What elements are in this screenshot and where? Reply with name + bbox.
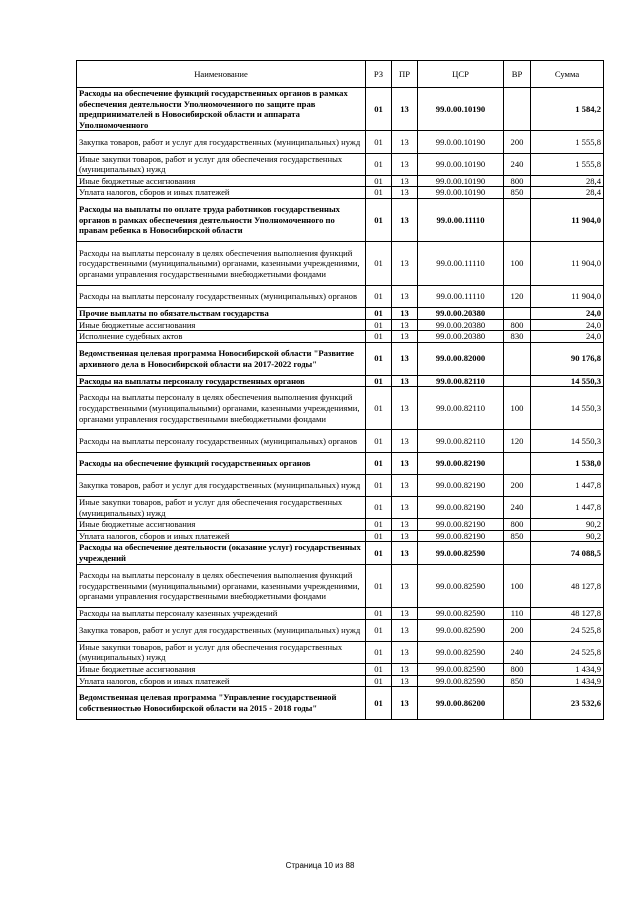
row-pr-cell: 13: [392, 542, 418, 564]
row-csr-cell: 99.0.00.82110: [418, 375, 504, 387]
row-csr-cell: 99.0.00.20380: [418, 331, 504, 343]
row-sum-cell: 24,0: [531, 319, 604, 331]
row-pr-cell: 13: [392, 153, 418, 175]
header-rz: РЗ: [366, 61, 392, 88]
row-csr-cell: 99.0.00.82190: [418, 452, 504, 474]
row-vr-cell: 100: [504, 242, 531, 285]
table-header-row: [77, 61, 604, 88]
row-vr-cell: 200: [504, 619, 531, 641]
row-rz-cell: 01: [366, 319, 392, 331]
row-vr-cell: 800: [504, 319, 531, 331]
row-name-cell: Иные закупки товаров, работ и услуг для обеспечения государственных (муниципальных) нужд: [77, 641, 366, 663]
row-sum-cell: 11 904,0: [531, 198, 604, 241]
row-rz-cell: 01: [366, 242, 392, 285]
row-pr-cell: 13: [392, 452, 418, 474]
row-rz-cell: 01: [366, 187, 392, 199]
row-rz-cell: 01: [366, 307, 392, 319]
row-rz-cell: 01: [366, 88, 392, 131]
row-rz-cell: 01: [366, 175, 392, 187]
row-csr-cell: 99.0.00.82590: [418, 619, 504, 641]
row-vr-cell: [504, 198, 531, 241]
row-vr-cell: [504, 307, 531, 319]
row-rz-cell: 01: [366, 285, 392, 307]
row-vr-cell: [504, 687, 531, 720]
header-pr: ПР: [392, 61, 418, 88]
table-row: [77, 641, 604, 663]
table-row: [77, 497, 604, 519]
table-row: [77, 675, 604, 687]
row-name-cell: Ведомственная целевая программа Новосибирской области "Развитие архивного дела в Новосибирской области на 2017-2022 годы": [77, 342, 366, 375]
row-name-cell: Уплата налогов, сборов и иных платежей: [77, 675, 366, 687]
row-vr-cell: 240: [504, 153, 531, 175]
row-name-cell: Расходы на выплаты персоналу в целях обеспечения выполнения функций государственными (муниципальными) органами, казенными учреждениями, органами управления государственными внебюджетными фондами: [77, 242, 366, 285]
table-row: [77, 619, 604, 641]
table-row: [77, 307, 604, 319]
row-rz-cell: 01: [366, 519, 392, 531]
row-rz-cell: 01: [366, 641, 392, 663]
row-name-cell: Иные бюджетные ассигнования: [77, 519, 366, 531]
row-csr-cell: 99.0.00.10190: [418, 153, 504, 175]
row-csr-cell: 99.0.00.82110: [418, 430, 504, 452]
row-vr-cell: 800: [504, 175, 531, 187]
row-pr-cell: 13: [392, 187, 418, 199]
row-pr-cell: 13: [392, 474, 418, 496]
row-sum-cell: 28,4: [531, 187, 604, 199]
row-csr-cell: 99.0.00.82590: [418, 564, 504, 607]
row-pr-cell: 13: [392, 319, 418, 331]
row-vr-cell: 120: [504, 285, 531, 307]
row-pr-cell: 13: [392, 131, 418, 153]
row-sum-cell: 1 447,8: [531, 474, 604, 496]
row-csr-cell: 99.0.00.20380: [418, 307, 504, 319]
row-sum-cell: 1 434,9: [531, 663, 604, 675]
row-vr-cell: 850: [504, 675, 531, 687]
row-name-cell: Расходы на выплаты персоналу государственных (муниципальных) органов: [77, 430, 366, 452]
table-row: [77, 542, 604, 564]
row-sum-cell: 28,4: [531, 175, 604, 187]
row-pr-cell: 13: [392, 663, 418, 675]
row-pr-cell: 13: [392, 242, 418, 285]
row-vr-cell: [504, 342, 531, 375]
table-row: [77, 88, 604, 131]
row-vr-cell: 830: [504, 331, 531, 343]
row-rz-cell: 01: [366, 687, 392, 720]
row-name-cell: Иные бюджетные ассигнования: [77, 663, 366, 675]
row-vr-cell: [504, 542, 531, 564]
row-csr-cell: 99.0.00.82190: [418, 497, 504, 519]
row-name-cell: Расходы на обеспечение функций государственных органов в рамках обеспечения деятельности Уполномоченного по защите прав предпринимателей в Новосибирской области и аппарата Уполномоченного: [77, 88, 366, 131]
row-rz-cell: 01: [366, 198, 392, 241]
row-pr-cell: 13: [392, 342, 418, 375]
table-row: [77, 452, 604, 474]
row-rz-cell: 01: [366, 387, 392, 430]
row-sum-cell: 1 538,0: [531, 452, 604, 474]
row-name-cell: Уплата налогов, сборов и иных платежей: [77, 530, 366, 542]
header-vr: ВР: [504, 61, 531, 88]
table-row: [77, 342, 604, 375]
row-rz-cell: 01: [366, 375, 392, 387]
row-pr-cell: 13: [392, 175, 418, 187]
row-pr-cell: 13: [392, 497, 418, 519]
row-rz-cell: 01: [366, 663, 392, 675]
row-vr-cell: 850: [504, 187, 531, 199]
row-sum-cell: 14 550,3: [531, 375, 604, 387]
table-row: [77, 242, 604, 285]
table-row: [77, 153, 604, 175]
row-pr-cell: 13: [392, 687, 418, 720]
row-sum-cell: 1 584,2: [531, 88, 604, 131]
table-row: [77, 564, 604, 607]
row-pr-cell: 13: [392, 331, 418, 343]
table-row: [77, 387, 604, 430]
table-row: [77, 375, 604, 387]
row-csr-cell: 99.0.00.10190: [418, 175, 504, 187]
table-row: [77, 131, 604, 153]
table-row: [77, 530, 604, 542]
row-name-cell: Расходы на обеспечение функций государственных органов: [77, 452, 366, 474]
row-pr-cell: 13: [392, 564, 418, 607]
row-rz-cell: 01: [366, 675, 392, 687]
row-rz-cell: 01: [366, 564, 392, 607]
header-csr: ЦСР: [418, 61, 504, 88]
row-name-cell: Расходы на выплаты персоналу государственных (муниципальных) органов: [77, 285, 366, 307]
row-vr-cell: 200: [504, 131, 531, 153]
row-vr-cell: [504, 375, 531, 387]
table-row: [77, 519, 604, 531]
row-pr-cell: 13: [392, 387, 418, 430]
row-sum-cell: 14 550,3: [531, 387, 604, 430]
row-csr-cell: 99.0.00.82000: [418, 342, 504, 375]
row-sum-cell: 24,0: [531, 331, 604, 343]
row-name-cell: Расходы на выплаты персоналу в целях обеспечения выполнения функций государственными (муниципальными) органами, казенными учреждениями, органами управления государственными внебюджетными фондами: [77, 564, 366, 607]
row-csr-cell: 99.0.00.82590: [418, 641, 504, 663]
row-vr-cell: 100: [504, 564, 531, 607]
row-pr-cell: 13: [392, 641, 418, 663]
table-row: [77, 187, 604, 199]
table-row: [77, 175, 604, 187]
row-name-cell: Уплата налогов, сборов и иных платежей: [77, 187, 366, 199]
row-name-cell: Иные бюджетные ассигнования: [77, 175, 366, 187]
row-sum-cell: 74 088,5: [531, 542, 604, 564]
table-row: [77, 331, 604, 343]
row-sum-cell: 11 904,0: [531, 242, 604, 285]
row-sum-cell: 48 127,8: [531, 608, 604, 620]
row-name-cell: Иные бюджетные ассигнования: [77, 319, 366, 331]
row-rz-cell: 01: [366, 331, 392, 343]
row-name-cell: Расходы на выплаты по оплате труда работников государственных органов в рамках обеспечения деятельности Уполномоченного по правам ребенка в Новосибирской области: [77, 198, 366, 241]
page-footer: Страница 10 из 88: [285, 861, 355, 870]
row-pr-cell: 13: [392, 619, 418, 641]
row-sum-cell: 1 434,9: [531, 675, 604, 687]
row-rz-cell: 01: [366, 342, 392, 375]
row-rz-cell: 01: [366, 608, 392, 620]
row-name-cell: Ведомственная целевая программа "Управление государственной собственностью Новосибирской области на 2015 - 2018 годы": [77, 687, 366, 720]
table-row: [77, 430, 604, 452]
row-sum-cell: 90,2: [531, 530, 604, 542]
row-csr-cell: 99.0.00.82190: [418, 530, 504, 542]
row-pr-cell: 13: [392, 530, 418, 542]
row-pr-cell: 13: [392, 430, 418, 452]
row-sum-cell: 23 532,6: [531, 687, 604, 720]
row-sum-cell: 11 904,0: [531, 285, 604, 307]
row-pr-cell: 13: [392, 375, 418, 387]
row-name-cell: Исполнение судебных актов: [77, 331, 366, 343]
row-rz-cell: 01: [366, 153, 392, 175]
row-sum-cell: 1 555,8: [531, 131, 604, 153]
row-rz-cell: 01: [366, 530, 392, 542]
row-name-cell: Прочие выплаты по обязательствам государства: [77, 307, 366, 319]
row-csr-cell: 99.0.00.82190: [418, 519, 504, 531]
row-rz-cell: 01: [366, 131, 392, 153]
row-sum-cell: 90 176,8: [531, 342, 604, 375]
table-row: [77, 474, 604, 496]
row-vr-cell: 100: [504, 387, 531, 430]
row-rz-cell: 01: [366, 430, 392, 452]
row-csr-cell: 99.0.00.10190: [418, 131, 504, 153]
row-name-cell: Расходы на выплаты персоналу казенных учреждений: [77, 608, 366, 620]
row-vr-cell: 800: [504, 663, 531, 675]
header-sum: Сумма: [531, 61, 604, 88]
row-csr-cell: 99.0.00.82590: [418, 608, 504, 620]
row-csr-cell: 99.0.00.82590: [418, 663, 504, 675]
row-csr-cell: 99.0.00.82190: [418, 474, 504, 496]
row-name-cell: Иные закупки товаров, работ и услуг для обеспечения государственных (муниципальных) нужд: [77, 497, 366, 519]
row-sum-cell: 1 555,8: [531, 153, 604, 175]
table-row: [77, 285, 604, 307]
row-vr-cell: 120: [504, 430, 531, 452]
row-csr-cell: 99.0.00.10190: [418, 88, 504, 131]
row-csr-cell: 99.0.00.11110: [418, 242, 504, 285]
row-sum-cell: 24 525,8: [531, 641, 604, 663]
row-rz-cell: 01: [366, 452, 392, 474]
row-vr-cell: 800: [504, 519, 531, 531]
table-row: [77, 663, 604, 675]
row-name-cell: Закупка товаров, работ и услуг для государственных (муниципальных) нужд: [77, 474, 366, 496]
row-vr-cell: 850: [504, 530, 531, 542]
row-name-cell: Иные закупки товаров, работ и услуг для обеспечения государственных (муниципальных) нужд: [77, 153, 366, 175]
row-csr-cell: 99.0.00.82590: [418, 675, 504, 687]
row-sum-cell: 24 525,8: [531, 619, 604, 641]
table-body: [77, 88, 604, 720]
row-csr-cell: 99.0.00.11110: [418, 198, 504, 241]
table-row: [77, 198, 604, 241]
row-name-cell: Расходы на выплаты персоналу в целях обеспечения выполнения функций государственными (муниципальными) органами, казенными учреждениями, органами управления государственными внебюджетными фондами: [77, 387, 366, 430]
table-row: [77, 687, 604, 720]
row-sum-cell: 90,2: [531, 519, 604, 531]
row-name-cell: Расходы на выплаты персоналу государственных органов: [77, 375, 366, 387]
row-pr-cell: 13: [392, 608, 418, 620]
row-rz-cell: 01: [366, 619, 392, 641]
row-pr-cell: 13: [392, 307, 418, 319]
row-name-cell: Закупка товаров, работ и услуг для государственных (муниципальных) нужд: [77, 619, 366, 641]
row-vr-cell: [504, 88, 531, 131]
row-pr-cell: 13: [392, 675, 418, 687]
row-pr-cell: 13: [392, 285, 418, 307]
row-sum-cell: 14 550,3: [531, 430, 604, 452]
row-csr-cell: 99.0.00.20380: [418, 319, 504, 331]
row-sum-cell: 24,0: [531, 307, 604, 319]
row-csr-cell: 99.0.00.10190: [418, 187, 504, 199]
row-csr-cell: 99.0.00.82590: [418, 542, 504, 564]
row-name-cell: Закупка товаров, работ и услуг для государственных (муниципальных) нужд: [77, 131, 366, 153]
row-sum-cell: 1 447,8: [531, 497, 604, 519]
row-csr-cell: 99.0.00.86200: [418, 687, 504, 720]
row-vr-cell: 240: [504, 641, 531, 663]
row-vr-cell: 240: [504, 497, 531, 519]
row-csr-cell: 99.0.00.11110: [418, 285, 504, 307]
table-row: [77, 608, 604, 620]
row-rz-cell: 01: [366, 474, 392, 496]
header-name: Наименование: [77, 61, 366, 88]
row-vr-cell: 200: [504, 474, 531, 496]
document-page: [76, 60, 603, 720]
row-pr-cell: 13: [392, 88, 418, 131]
row-rz-cell: 01: [366, 542, 392, 564]
row-pr-cell: 13: [392, 198, 418, 241]
row-name-cell: Расходы на обеспечение деятельности (оказание услуг) государственных учреждений: [77, 542, 366, 564]
row-vr-cell: [504, 452, 531, 474]
row-sum-cell: 48 127,8: [531, 564, 604, 607]
budget-table: [76, 60, 604, 720]
table-row: [77, 319, 604, 331]
row-vr-cell: 110: [504, 608, 531, 620]
row-rz-cell: 01: [366, 497, 392, 519]
row-pr-cell: 13: [392, 519, 418, 531]
row-csr-cell: 99.0.00.82110: [418, 387, 504, 430]
